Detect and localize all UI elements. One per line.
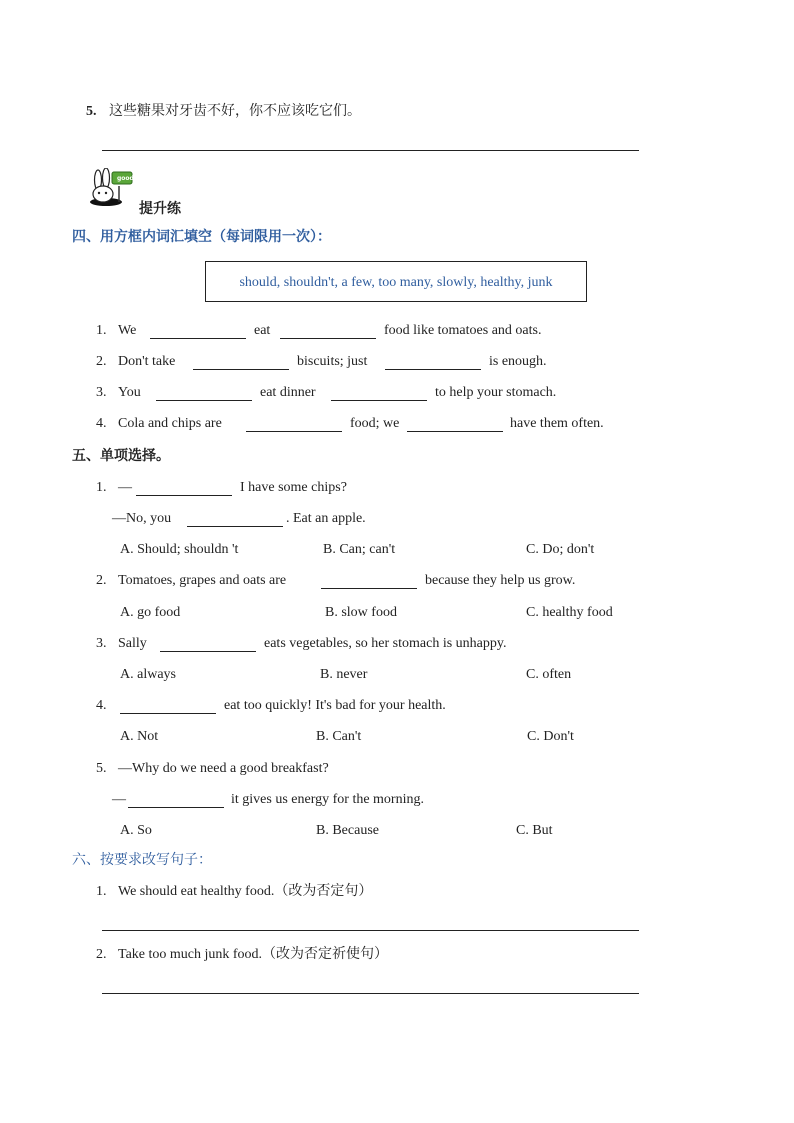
section4-title: 四、用方框内词汇填空（每词限用一次）： — [72, 229, 331, 245]
s4-q2 — [96, 353, 175, 371]
s5-q1 — [96, 479, 132, 497]
s4-q1-blank-1[interactable] — [150, 338, 246, 339]
s6-q2-text: Take too much junk food.（改为否定祈使句） — [118, 947, 389, 962]
s4-q4-blank-1[interactable] — [246, 431, 342, 432]
s4-q1-number: 1. — [96, 323, 107, 338]
word-box — [205, 261, 587, 302]
s5-q5-option-a[interactable]: A. So — [120, 823, 152, 838]
item5-answer-line[interactable] — [102, 150, 639, 151]
promo-label: 提升练 — [139, 201, 181, 217]
s5-q1-option-b[interactable]: B. Can; can't — [323, 542, 396, 557]
item5-row — [86, 102, 361, 121]
s5-q1-blank-2[interactable] — [187, 526, 283, 527]
item5-number: 5. — [86, 104, 97, 119]
s4-q4 — [96, 415, 222, 433]
s5-q4-number: 4. — [96, 698, 107, 713]
s5-q5-line2-pre: — — [112, 792, 126, 807]
section5-title: 五、单项选择。 — [72, 448, 170, 464]
s4-q1-blank-2[interactable] — [280, 338, 376, 339]
s4-q2-number: 2. — [96, 354, 107, 369]
s5-q4-blank[interactable] — [120, 713, 216, 714]
s4-q1-text-c: food like tomatoes and oats. — [384, 323, 542, 338]
item5-text: 这些糖果对牙齿不好，你不应该吃它们。 — [108, 103, 361, 119]
s4-q3-blank-1[interactable] — [156, 400, 252, 401]
s4-q4-number: 4. — [96, 416, 107, 431]
s6-q1-text: We should eat healthy food.（改为否定句） — [118, 884, 373, 899]
promo-badge: good — [117, 175, 134, 182]
s6-q2 — [96, 946, 388, 964]
s5-q5-number: 5. — [96, 761, 107, 776]
s4-q1-text-b: eat — [254, 323, 271, 338]
s4-q4-text-a: Cola and chips are — [118, 416, 222, 431]
s5-q4 — [96, 697, 118, 715]
s4-q3-text-c: to help your stomach. — [435, 385, 557, 400]
s5-q1-pre: — — [118, 480, 132, 495]
s5-q1-blank[interactable] — [136, 495, 232, 496]
s4-q1-text-a: We — [118, 323, 137, 338]
s4-q1 — [96, 322, 136, 340]
s4-q2-text-c: is enough. — [489, 354, 547, 369]
s5-q3 — [96, 635, 147, 653]
s4-q3-text-b: eat dinner — [260, 385, 316, 400]
s5-q4-option-c[interactable]: C. Don't — [527, 729, 574, 744]
s4-q2-text-a: Don't take — [118, 354, 176, 369]
s5-q1-number: 1. — [96, 480, 107, 495]
word-box-text: should, shouldn't, a few, too many, slowly, healthy, junk — [239, 275, 553, 290]
s4-q4-blank-2[interactable] — [407, 431, 503, 432]
s5-q4-option-a[interactable]: A. Not — [120, 729, 159, 744]
s5-q1-line2-post: . Eat an apple. — [286, 511, 366, 526]
s4-q4-text-b: food; we — [350, 416, 400, 431]
s6-q1-answer-line[interactable] — [102, 930, 639, 931]
s5-q5 — [96, 760, 329, 778]
s5-q3-option-a[interactable]: A. always — [120, 667, 176, 682]
s4-q2-text-b: biscuits; just — [297, 354, 368, 369]
s5-q3-pre: Sally — [118, 636, 147, 651]
s5-q5-option-b[interactable]: B. Because — [316, 823, 379, 838]
s5-q2-option-b[interactable]: B. slow food — [325, 605, 397, 620]
s4-q2-blank-1[interactable] — [193, 369, 289, 370]
s5-q2-option-a[interactable]: A. go food — [120, 605, 181, 620]
s4-q3-text-a: You — [118, 385, 141, 400]
s5-q3-number: 3. — [96, 636, 107, 651]
s6-q2-number: 2. — [96, 947, 107, 962]
s5-q2 — [96, 572, 286, 590]
s5-q4-option-b[interactable]: B. Can't — [316, 729, 362, 744]
s4-q3-number: 3. — [96, 385, 107, 400]
s6-q2-answer-line[interactable] — [102, 993, 639, 994]
s5-q3-blank[interactable] — [160, 651, 256, 652]
s5-q2-number: 2. — [96, 573, 107, 588]
section6-title: 六、按要求改写句子： — [72, 852, 212, 868]
s5-q1-option-a[interactable]: A. Should; shouldn 't — [120, 542, 239, 557]
s5-q1-option-c[interactable]: C. Do; don't — [526, 542, 595, 557]
s5-q2-post: because they help us grow. — [425, 573, 576, 588]
s5-q3-option-b[interactable]: B. never — [320, 667, 368, 682]
s5-q3-post: eats vegetables, so her stomach is unhappy. — [264, 636, 507, 651]
s6-q1-number: 1. — [96, 884, 107, 899]
s6-q1 — [96, 883, 372, 901]
s5-q5-blank[interactable] — [128, 807, 224, 808]
s5-q5-pre: —Why do we need a good breakfast? — [118, 761, 329, 776]
s5-q2-option-c[interactable]: C. healthy food — [526, 605, 613, 620]
s5-q5-line2-post: it gives us energy for the morning. — [231, 792, 424, 807]
s5-q1-line2-pre: —No, you — [112, 511, 172, 526]
s4-q4-text-c: have them often. — [510, 416, 604, 431]
s4-q3 — [96, 384, 141, 402]
s5-q2-pre: Tomatoes, grapes and oats are — [118, 573, 287, 588]
s5-q4-post: eat too quickly! It's bad for your health. — [224, 698, 446, 713]
s5-q2-blank[interactable] — [321, 588, 417, 589]
s5-q5-option-c[interactable]: C. But — [516, 823, 553, 838]
bunny-mascot-icon — [86, 168, 136, 208]
s4-q3-blank-2[interactable] — [331, 400, 427, 401]
s5-q1-post: I have some chips? — [240, 480, 347, 495]
s5-q3-option-c[interactable]: C. often — [526, 667, 572, 682]
s4-q2-blank-2[interactable] — [385, 369, 481, 370]
